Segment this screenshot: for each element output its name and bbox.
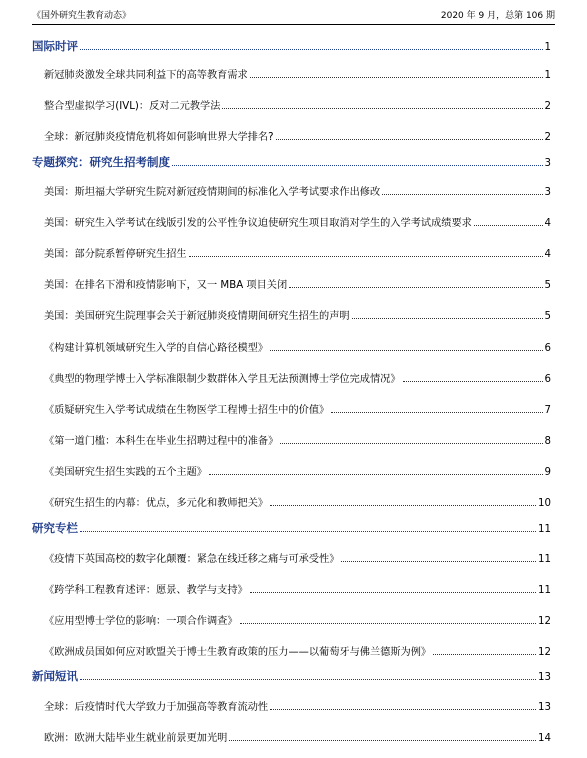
toc-title: 专题探究：研究生招考制度 — [32, 155, 170, 169]
dot-leader — [433, 654, 536, 655]
header-divider — [32, 24, 555, 25]
toc-page-number: 13 — [538, 672, 551, 683]
toc-title: 《美国研究生招生实践的五个主题》 — [44, 467, 207, 478]
toc-page-number: 4 — [544, 218, 551, 229]
toc-entry[interactable] — [44, 245, 551, 261]
toc-entry[interactable] — [44, 276, 551, 292]
toc-title: 《构建计算机领域研究生入学的自信心路径模型》 — [44, 343, 269, 354]
toc-entry[interactable] — [44, 698, 551, 714]
dot-leader — [229, 740, 536, 741]
toc-entry[interactable] — [44, 729, 551, 745]
toc-entry[interactable] — [44, 494, 551, 510]
dot-leader — [474, 225, 543, 226]
toc-title: 《欧洲成员国如何应对欧盟关于博士生教育政策的压力——以葡萄牙与佛兰德斯为例》 — [44, 647, 432, 658]
toc-page-number: 11 — [538, 585, 551, 596]
toc-page-number: 14 — [538, 733, 551, 744]
toc-title: 《第一道门槛：本科生在毕业生招聘过程中的准备》 — [44, 436, 279, 447]
dot-leader — [209, 474, 543, 475]
dot-leader — [382, 194, 542, 195]
toc-entry[interactable] — [44, 550, 551, 566]
toc-page-number: 1 — [544, 42, 551, 53]
toc-page-number: 6 — [544, 374, 551, 385]
dot-leader — [270, 505, 536, 506]
toc-entry[interactable] — [44, 128, 551, 144]
toc-page-number: 6 — [544, 343, 551, 354]
issue-info: 2020 年 9 月，总第 106 期 — [440, 11, 555, 21]
dot-leader — [331, 412, 542, 413]
dot-leader — [280, 443, 542, 444]
journal-title: 《国外研究生教育动态》 — [32, 11, 132, 21]
toc-title: 全球：后疫情时代大学致力于加强高等教育流动性 — [44, 702, 269, 713]
toc-section-heading[interactable] — [32, 668, 551, 684]
toc-page-number: 12 — [538, 616, 551, 627]
dot-leader — [250, 77, 543, 78]
toc-section-heading[interactable] — [32, 520, 551, 536]
toc-page-number: 7 — [544, 405, 551, 416]
toc-title: 《应用型博士学位的影响：一项合作调查》 — [44, 616, 238, 627]
toc-title: 《典型的物理学博士入学标准限制少数群体入学且无法预测博士学位完成情况》 — [44, 374, 401, 385]
dot-leader — [189, 256, 543, 257]
page-header — [32, 8, 555, 21]
toc-title: 《跨学科工程教育述评：愿景、教学与支持》 — [44, 585, 248, 596]
toc-page-number: 2 — [544, 101, 551, 112]
toc-title: 《研究生招生的内幕：优点，多元化和教师把关》 — [44, 498, 269, 509]
toc-title: 美国：美国研究生院理事会关于新冠肺炎疫情期间研究生招生的声明 — [44, 311, 350, 322]
toc-title: 国际时评 — [32, 39, 78, 53]
toc-title: 美国：斯坦福大学研究生院对新冠疫情期间的标准化入学考试要求作出修改 — [44, 187, 381, 198]
toc-page-number: 2 — [544, 132, 551, 143]
toc-entry[interactable] — [44, 643, 551, 659]
toc-page-number: 10 — [538, 498, 551, 509]
toc-page-number: 1 — [544, 70, 551, 81]
toc-entry[interactable] — [44, 97, 551, 113]
toc-title: 《质疑研究生入学考试成绩在生物医学工程博士招生中的价值》 — [44, 405, 330, 416]
toc-entry[interactable] — [44, 66, 551, 82]
dot-leader — [403, 381, 543, 382]
toc-page-number: 3 — [544, 187, 551, 198]
toc-title: 整合型虚拟学习(IVL)：反对二元教学法 — [44, 101, 221, 112]
dot-leader — [270, 709, 536, 710]
dot-leader — [80, 531, 536, 532]
dot-leader — [80, 679, 536, 680]
toc-page-number: 8 — [544, 436, 551, 447]
toc-entry[interactable] — [44, 183, 551, 199]
toc-page-number: 5 — [544, 280, 551, 291]
toc-entry[interactable] — [44, 339, 551, 355]
toc-entry[interactable] — [44, 432, 551, 448]
toc-section-heading[interactable] — [32, 154, 551, 170]
toc-entry[interactable] — [44, 370, 551, 386]
toc-page-number: 3 — [544, 158, 551, 169]
toc-entry[interactable] — [44, 612, 551, 628]
toc-section-heading[interactable] — [32, 38, 551, 54]
toc-page-number: 5 — [544, 311, 551, 322]
toc-title: 全球：新冠肺炎疫情危机将如何影响世界大学排名? — [44, 132, 274, 143]
dot-leader — [289, 287, 542, 288]
dot-leader — [240, 623, 536, 624]
toc-entry[interactable] — [44, 463, 551, 479]
dot-leader — [172, 165, 543, 166]
toc-entry[interactable] — [44, 214, 551, 230]
toc-title: 《疫情下英国高校的数字化颠覆：紧急在线迁移之痛与可承受性》 — [44, 554, 340, 565]
dot-leader — [222, 108, 542, 109]
toc-entry[interactable] — [44, 307, 551, 323]
toc-title: 美国：在排名下滑和疫情影响下，又一 MBA 项目关闭 — [44, 280, 288, 291]
toc-title: 新冠肺炎激发全球共同利益下的高等教育需求 — [44, 70, 248, 81]
toc-title: 研究专栏 — [32, 521, 78, 535]
toc-title: 新闻短讯 — [32, 669, 78, 683]
toc-title: 欧洲：欧洲大陆毕业生就业前景更加光明 — [44, 733, 228, 744]
toc-page-number: 12 — [538, 647, 551, 658]
dot-leader — [250, 592, 536, 593]
toc-entry[interactable] — [44, 401, 551, 417]
dot-leader — [276, 139, 543, 140]
toc-title: 美国：部分院系暂停研究生招生 — [44, 249, 187, 260]
dot-leader — [341, 561, 536, 562]
toc-page-number: 11 — [538, 524, 551, 535]
dot-leader — [352, 318, 543, 319]
dot-leader — [270, 350, 542, 351]
toc-page-number: 9 — [544, 467, 551, 478]
toc-entry[interactable] — [44, 581, 551, 597]
toc-page-number: 13 — [538, 702, 551, 713]
toc-title: 美国：研究生入学考试在线版引发的公平性争议迫使研究生项目取消对学生的入学考试成绩要求 — [44, 218, 472, 229]
dot-leader — [80, 49, 543, 50]
toc-page-number: 11 — [538, 554, 551, 565]
toc-page-number: 4 — [544, 249, 551, 260]
